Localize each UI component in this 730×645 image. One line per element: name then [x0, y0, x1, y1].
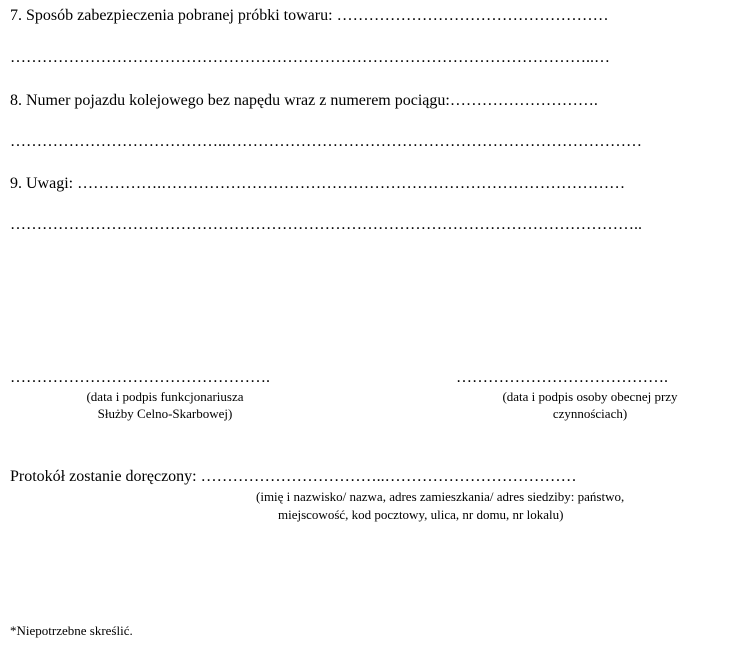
- delivery-caption-1: (imię i nazwisko/ nazwa, adres zamieszkania/ adres siedziby: państwo,: [256, 489, 625, 504]
- item-9-row: [10, 174, 625, 194]
- item-9-dots[interactable]: …………….……………………………………………………………………………: [77, 175, 626, 192]
- item-7-row: [10, 6, 609, 26]
- delivery-dots[interactable]: ……………………………..………………………………: [200, 468, 577, 485]
- item-8-row: [10, 91, 598, 111]
- item-8-continuation[interactable]: …………………………………..……………………………………………………………………: [10, 133, 642, 150]
- right-signature-caption-2: czynnościach): [552, 406, 628, 421]
- right-signature-line[interactable]: ………………………………….: [456, 369, 668, 386]
- item-7-label: 7. Sposób zabezpieczenia pobranej próbki towaru:: [10, 7, 337, 24]
- right-signature-caption-1: (data i podpis osoby obecnej przy: [502, 389, 678, 404]
- delivery-label: Protokół zostanie doręczony:: [10, 468, 201, 485]
- item-8-dots[interactable]: ……………………….: [449, 92, 598, 109]
- item-7-dots[interactable]: ……………………………………………: [336, 7, 609, 24]
- item-7-continuation[interactable]: ………………………………………………………………………………………………..…: [10, 49, 610, 66]
- item-9-continuation[interactable]: ………………………………………………………………………………………………………..: [10, 216, 642, 233]
- left-signature-caption-1: (data i podpis funkcjonariusza: [86, 389, 244, 404]
- footnote: *Niepotrzebne skreślić.: [10, 623, 133, 638]
- left-signature-line[interactable]: ………………………………………….: [10, 369, 270, 386]
- item-9-label: 9. Uwagi:: [10, 175, 78, 192]
- delivery-row: [10, 467, 577, 487]
- delivery-caption-2: miejscowość, kod pocztowy, ulica, nr domu, nr lokalu): [278, 507, 564, 522]
- left-signature-caption-2: Służby Celno-Skarbowej): [97, 406, 233, 421]
- item-8-label: 8. Numer pojazdu kolejowego bez napędu wraz z numerem pociągu:: [10, 92, 450, 109]
